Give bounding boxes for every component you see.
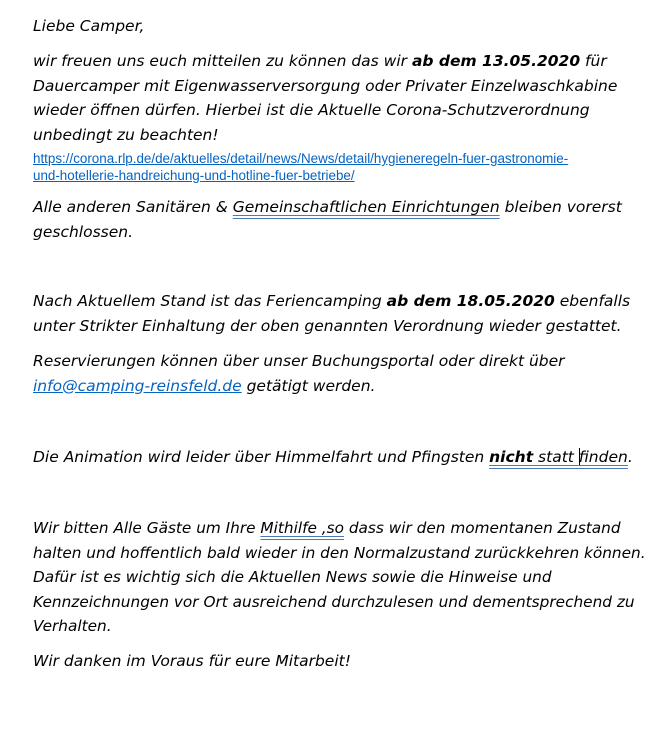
paragraph-reservations [33, 349, 565, 398]
text-line: Reservierungen können über unser Buchungsportal oder direkt über [33, 352, 565, 370]
paragraph-animation [33, 445, 633, 470]
text-line: info@camping-reinsfeld.de getätigt werden. [33, 376, 376, 395]
text-line: Kennzeichnungen vor Ort ausreichend durchzulesen und dementsprechend zu [33, 592, 635, 611]
text-line: Die Animation wird leider über Himmelfahrt und Pfingsten nicht statt finden. [33, 448, 633, 466]
grammar-flag: Mithilfe ,so [260, 519, 344, 537]
text-line: Alle anderen Sanitären & Gemeinschaftlichen Einrichtungen bleiben vorerst [33, 198, 622, 216]
text-line: unbedingt zu beachten! [33, 125, 219, 144]
closing-text: Wir danken im Voraus für eure Mitarbeit! [33, 652, 351, 670]
text-line: halten und hoffentlich bald wieder in den Normalzustand zurückkehren können. [33, 543, 646, 562]
text-line: wieder öffnen dürfen. Hierbei ist die Aktuelle Corona-Schutzverordnung [33, 101, 590, 119]
paragraph-facilities [33, 195, 622, 244]
paragraph-cooperation [33, 516, 646, 639]
date-highlight: ab dem 18.05.2020 [386, 292, 555, 310]
text-line: unter Strikter Einhaltung der oben genannten Verordnung wieder gestattet. [33, 316, 622, 335]
grammar-flag: Gemeinschaftlichen Einrichtungen [232, 198, 500, 216]
text-line: Nach Aktuellem Stand ist das Feriencamping ab dem 18.05.2020 ebenfalls [33, 292, 631, 310]
greeting-text: Liebe Camper, [33, 17, 145, 35]
text-line: geschlossen. [33, 222, 134, 241]
corona-rules-link[interactable]: https://corona.rlp.de/de/aktuelles/detail/news/News/detail/hygieneregeln-fuer-gastronomie- und-hotellerie-handreichung-und-hotline-fuer-betriebe/ [33, 151, 569, 183]
paragraph-opening [33, 49, 617, 147]
text-line: wir freuen uns euch mitteilen zu können das wir ab dem 13.05.2020 für [33, 52, 607, 70]
paragraph-holiday-camping [33, 289, 630, 338]
text-line: Dauercamper mit Eigenwasserversorgung oder Privater Einzelwaschkabine [33, 76, 618, 95]
closing [33, 649, 351, 674]
text-line: Wir bitten Alle Gäste um Ihre Mithilfe ,so dass wir den momentanen Zustand [33, 519, 621, 537]
email-link[interactable]: info@camping-reinsfeld.de [33, 376, 242, 395]
grammar-flag: nicht statt finden [489, 448, 628, 466]
text-line: Verhalten. [33, 617, 112, 635]
text-line: Dafür ist es wichtig sich die Aktuellen News sowie die Hinweise und [33, 568, 552, 586]
date-highlight: ab dem 13.05.2020 [411, 52, 581, 70]
greeting [33, 14, 144, 39]
